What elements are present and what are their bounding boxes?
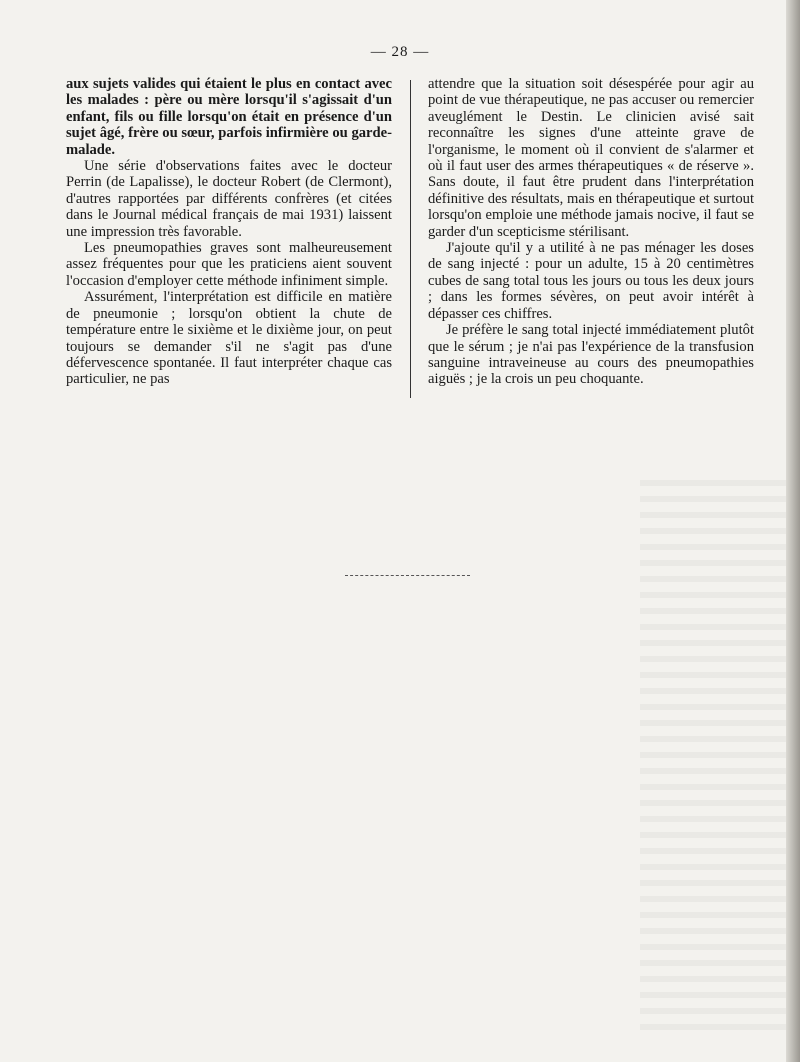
page-edge-shadow [786,0,800,1062]
left-column [66,76,392,388]
paragraph: J'ajoute qu'il y a utilité à ne pas ménager les doses de sang injecté : pour un adulte, 15 à 20 centimètres cubes de sang total tous les jours ou tous les deux jours ; dans les formes sévères, on peut avoir intérêt à dépasser ces chiffres. [428,240,754,322]
paragraph: Une série d'observations faites avec le docteur Perrin (de Lapalisse), le docteur Robert (de Clermont), d'autres rapportées par différents confrères (et citées dans le Journal médical français de mai 1931) laissent une impression très favorable. [66,158,392,240]
column-divider [410,80,411,398]
right-column [428,76,754,388]
paragraph: Je préfère le sang total injecté immédiatement plutôt que le sérum ; je n'ai pas l'expérience de la transfusion sanguine intraveineuse au cours des pneumopathies aiguës ; je la crois un peu choquante. [428,322,754,388]
show-through-bleed [640,480,790,1040]
paragraph: Les pneumopathies graves sont malheureusement assez fréquentes pour que les praticiens aient souvent l'occasion d'employer cette méthode infiniment simple. [66,240,392,289]
paragraph: aux sujets valides qui étaient le plus en contact avec les malades : père ou mère lorsqu'il s'agissait d'un enfant, fils ou fille lorsqu'on était en présence d'un sujet âgé, frère ou sœur, parfois infirmière ou garde-malade. [66,76,392,158]
page-number: — 28 — [370,44,430,60]
paragraph: attendre que la situation soit désespérée pour agir au point de vue thérapeutique, ne pas accuser ou remercier aveuglément le Destin. Le clinicien avisé sait reconnaître les signes d'une atteinte grave de l'organisme, le moment où il convient de s'alarmer et où il faut user des armes thérapeutiques « de réserve ». Sans doute, il faut être prudent dans l'interprétation définitive des résultats, mais en thérapeutique et surtout lorsqu'on emploie une méthode jamais nocive, il faut se garder d'un scepticisme stérilisant. [428,76,754,240]
section-ornament [345,575,470,579]
paragraph: Assurément, l'interprétation est difficile en matière de pneumonie ; lorsqu'on obtient la chute de température entre le sixième et le dixième jour, on peut toujours se demander s'il ne s'agit pas d'une défervescence spontanée. Il faut interpréter chaque cas particulier, ne pas [66,289,392,388]
